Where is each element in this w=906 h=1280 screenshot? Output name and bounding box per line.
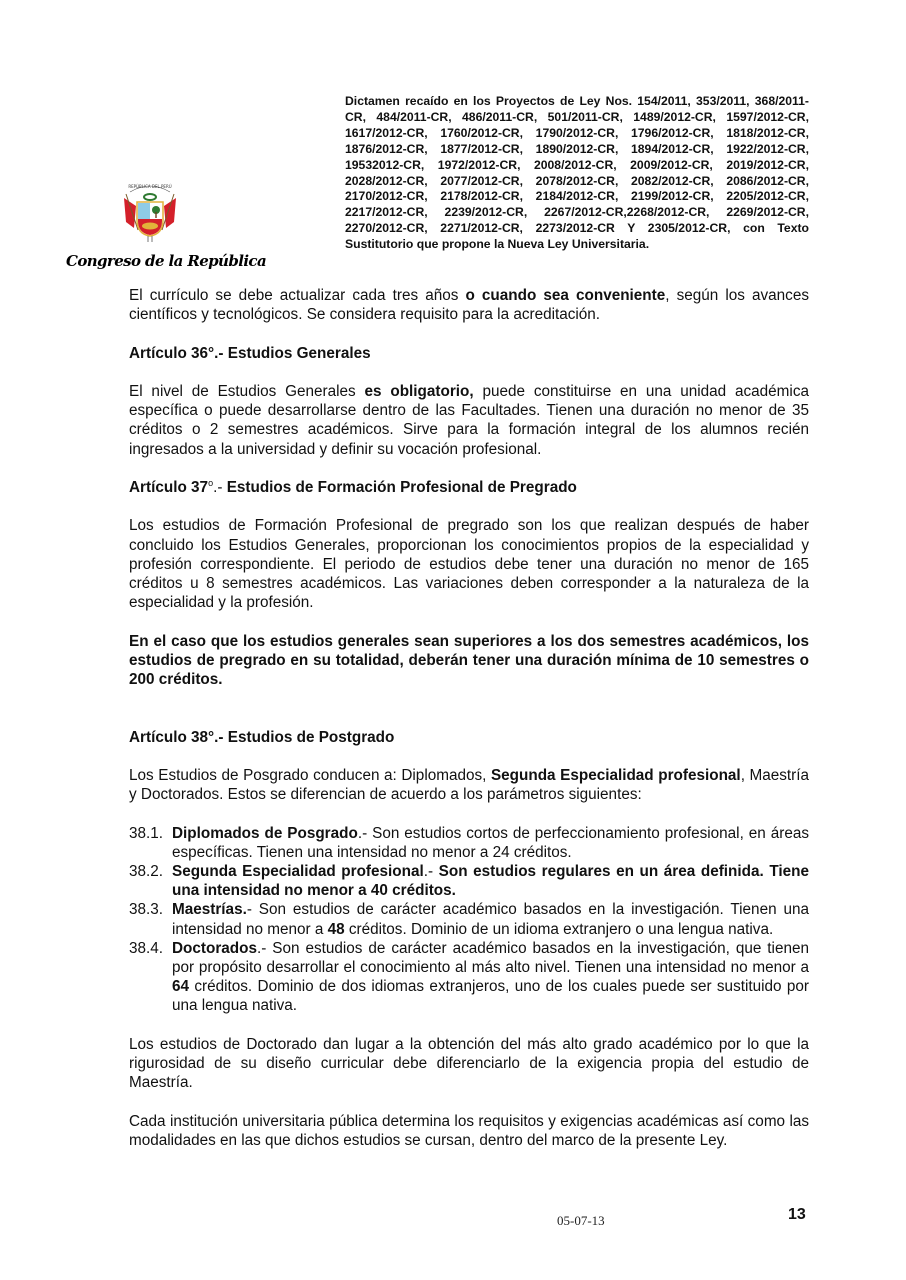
logo-caption: Congreso de la República xyxy=(66,252,267,270)
peru-coat-of-arms-icon xyxy=(120,178,180,244)
document-body xyxy=(129,286,809,1150)
curriculum-paragraph: El currículo se debe actualizar cada tres años o cuando sea conveniente, según los avances científicos y tecnológicos. Se considera requisito para la acreditación. xyxy=(129,287,809,324)
doctorado-paragraph: Los estudios de Doctorado dan lugar a la obtención del más alto grado académico por lo que la rigurosidad de su diseño curricular debe diferenciarlo de la exigencia propia del estudio de Maestría. xyxy=(129,1035,809,1092)
article-37-heading: Artículo 37$^o$.- Estudios de Formación Profesional de Pregrado xyxy=(129,477,577,496)
article-36-paragraph: El nivel de Estudios Generales es obligatorio, puede constituirse en una unidad académica específica o puede desarrollarse dentro de las Facultades. Tienen una duración no menor de 35 créditos o 2 semestres académicos. Sirve para la formación integral de los alumnos recién ingresados a la universidad y definir su vocación profesional. xyxy=(129,382,809,458)
list-item: 38.2. Segunda Especialidad profesional.- Son estudios regulares en un área definida. Tiene una intensidad no menor a 40 créditos. xyxy=(129,862,809,900)
list-number: 38.4. xyxy=(129,939,164,957)
institucion-paragraph: Cada institución universitaria pública determina los requisitos y exigencias académicas así como las modalidades en las que dichos estudios se cursan, dentro del marco de la presente Ley. xyxy=(129,1112,809,1149)
congress-logo xyxy=(60,178,267,278)
list-item: 38.4. Doctorados.- Son estudios de carácter académico basados en la investigación, que tienen por propósito desarrollar el conocimiento al más alto nivel. Tienen una intensidad no menor a 64 créditos. Dominio de dos idiomas extranjeros, uno de los cuales puede ser sustituido por una lengua nativa. xyxy=(129,939,809,1015)
article-37-bold-paragraph: En el caso que los estudios generales sean superiores a los dos semestres académicos, los estudios de pregrado en su totalidad, deberán tener una duración mínima de 10 semestres o 200 créditos. xyxy=(129,632,809,688)
svg-text:REPÚBLICA DEL PERÚ: REPÚBLICA DEL PERÚ xyxy=(128,184,172,189)
article-36-heading: Artículo 36°.- Estudios Generales xyxy=(129,344,371,362)
list-number: 38.3. xyxy=(129,901,164,919)
dictamen-header: Dictamen recaído en los Proyectos de Ley Nos. 154/2011, 353/2011, 368/2011-CR, 484/2011-CR, 486/2011-CR, 501/2011-CR, 1489/2012-CR, 1597/2012-CR, 1617/2012-CR, 1760/2012-CR, 1790/2012-CR, 1796/2012-CR, 1818/2012-CR, 1876/2012-CR, 1877/2012-CR, 1890/2012-CR, 1894/2012-CR, 1922/2012-CR, 19532012-CR, 1972/2012-CR, 2008/2012-CR, 2009/2012-CR, 2019/2012-CR, 2028/2012-CR, 2077/2012-CR, 2078/2012-CR, 2082/2012-CR, 2086/2012-CR, 2170/2012-CR, 2178/2012-CR, 2184/2012-CR, 2199/2012-CR, 2205/2012-CR, 2217/2012-CR, 2239/2012-CR, 2267/2012-CR,2268/2012-CR, 2269/2012-CR, 2270/2012-CR, 2271/2012-CR, 2273/2012-CR Y 2305/2012-CR, con Texto Sustitutorio que propone la Nueva Ley Universitaria. xyxy=(345,94,809,252)
page-number: 13 xyxy=(788,1206,806,1223)
list-item: 38.3. Maestrías.- Son estudios de carácter académico basados en la investigación. Tienen una intensidad no menor a 48 créditos. Dominio de un idioma extranjero o una lengua nativa. xyxy=(129,901,809,938)
article-38-heading: Artículo 38°.- Estudios de Postgrado xyxy=(129,728,395,746)
article-37-paragraph: Los estudios de Formación Profesional de pregrado son los que realizan después de haber concluido los Estudios Generales, proporcionan los conocimientos propios de la especialidad y profesión correspondiente. El periodo de estudios debe tener una duración no menor de 165 créditos u 8 semestres académicos. Las variaciones deben corresponder a la naturaleza de la especialidad y la profesión. xyxy=(129,517,809,612)
footer-date: 05-07-13 xyxy=(557,1213,605,1228)
article-38-intro: Los Estudios de Posgrado conducen a: Diplomados, Segunda Especialidad profesional, Maestría y Doctorados. Estos se diferencian de acuerdo a los parámetros siguientes: xyxy=(129,766,810,804)
list-item: 38.1. Diplomados de Posgrado.- Son estudios cortos de perfeccionamiento profesional, en áreas específicas. Tienen una intensidad no menor a 24 créditos. xyxy=(129,824,809,861)
list-number: 38.1. xyxy=(129,824,164,842)
list-number: 38.2. xyxy=(129,862,164,880)
